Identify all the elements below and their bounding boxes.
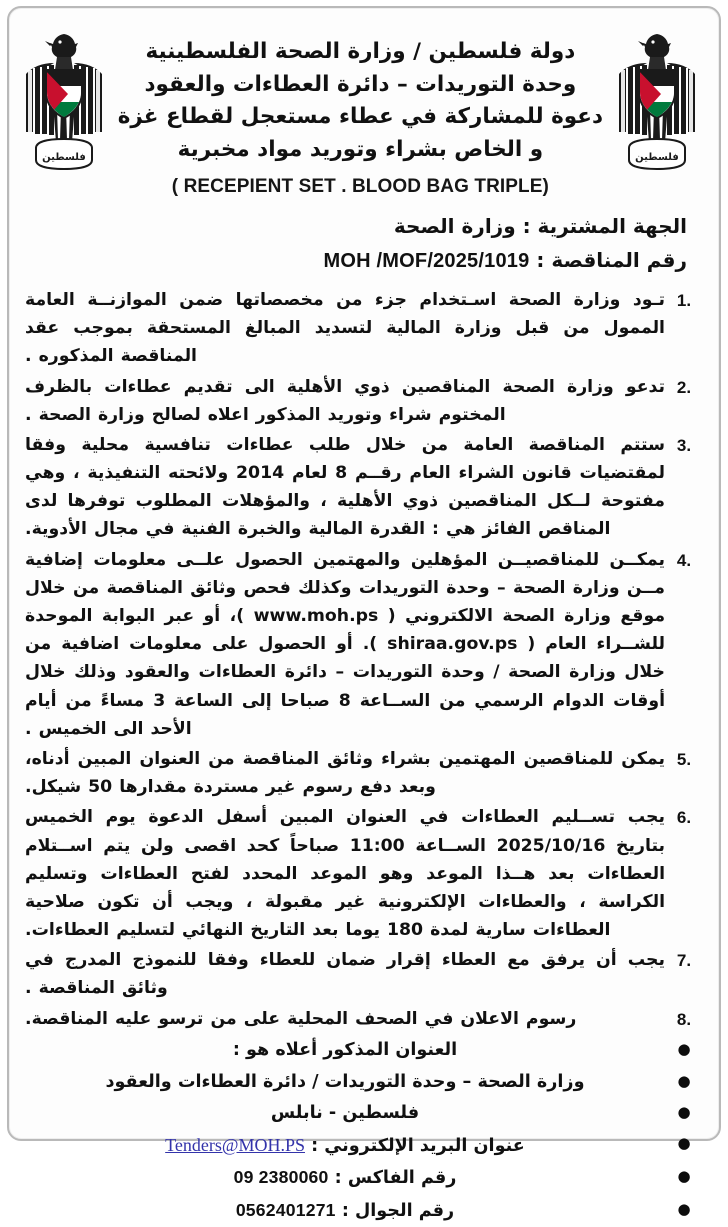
buyer-line: [23, 209, 687, 243]
buyer-value: وزارة الصحة: [393, 213, 516, 238]
clause-text: يمكن للمناقصين المهتمين بشراء وثائق المناقصة من العنوان المبين أدناه، وبعد دفع رسوم غير مستردة مقدارها 50 شيكل.: [25, 748, 665, 798]
contact-list-item: [25, 1098, 703, 1129]
contact-bullet-list: [23, 1035, 705, 1227]
contact-list-item: [25, 1129, 703, 1162]
tender-number-label: رقم المناقصة :: [536, 247, 687, 272]
clause-text: تدعو وزارة الصحة المناقصين ذوي الأهلية الى تقديم عطاءات بالظرف المختوم شراء وتوريد المذكور اعلاه لصالح وزارة الصحة .: [25, 376, 665, 425]
bullet-icon: ●: [677, 1167, 691, 1186]
contact-list-item: [25, 1195, 703, 1227]
clause-item: [25, 803, 703, 944]
bullet-icon: ●: [677, 1040, 691, 1059]
document-card: [7, 6, 721, 1221]
clause-text: يمكــن للمناقصيــن المؤهلين والمهتمين الحصول علــى معلومات إضافية مــن وزارة الصحة – وحدة التوريدات وكذلك فحص وثائق المناقصة من خلال موقع وزارة الصحة الالكتروني ( www.moh.ps )، أو عبر البوابة الموحدة للشــراء العام ( shiraa.gov.ps ). أو الحصول على معلومات اضافية من خلال وزارة الصحة / وحدة التوريدات – دائرة العطاءات والعقود وذلك خلال أوقات الدوام الرسمي من الســاعة 8 صباحا إلى الساعة 3 مساءً من أيام الأحد الى الخميس .: [25, 549, 666, 739]
document-header: [23, 18, 705, 203]
clause-item: [25, 373, 703, 429]
clause-number: 2.: [676, 377, 692, 397]
mobile-row: [25, 1195, 665, 1227]
address-department: وزارة الصحة – وحدة التوريدات / دائرة العطاءات والعقود: [105, 1071, 585, 1092]
header-title-line-2: وحدة التوريدات – دائرة العطاءات والعقود: [144, 71, 577, 97]
header-title-block: [118, 22, 603, 203]
clause-item: [25, 745, 703, 801]
email-link[interactable]: Tenders@MOH.PS: [165, 1135, 305, 1156]
clause-item: [25, 946, 703, 1002]
mobile-number: 0562401271: [235, 1199, 336, 1220]
clause-number: 3.: [676, 435, 692, 455]
header-title-line-1: دولة فلسطين / وزارة الصحة الفلسطينية: [145, 39, 576, 64]
email-label: عنوان البريد الإلكتروني :: [311, 1136, 525, 1157]
buyer-label: الجهة المشترية :: [522, 213, 687, 238]
clause-item: [25, 286, 703, 371]
contact-list-item: [25, 1067, 703, 1098]
clause-item: [25, 431, 703, 544]
clause-item: [25, 546, 703, 743]
clause-list: [23, 286, 705, 1033]
bullet-icon: ●: [677, 1134, 691, 1153]
svg-text:فلسطين: فلسطين: [635, 152, 679, 163]
palestine-coat-of-arms-icon-left: [16, 30, 112, 178]
clause-number: 4.: [676, 550, 692, 570]
address-heading: العنوان المذكور أعلاه هو :: [232, 1040, 458, 1061]
fax-label: رقم الفاكس :: [334, 1168, 457, 1189]
address-city: فلسطين - نابلس: [270, 1102, 420, 1123]
clause-number: 1.: [676, 290, 692, 310]
bullet-icon: ●: [677, 1199, 691, 1218]
bullet-icon: ●: [677, 1071, 691, 1090]
clause-text: تـود وزارة الصحة اسـتخدام جزء من مخصصاتها ضمن الموازنــة العامة الممول من قبل وزارة المالية لتسديد المبالغ المستحقة بموجب عقد المناقصة المذكوره .: [25, 289, 665, 367]
subheader-block: [23, 203, 705, 280]
clause-text: ستتم المناقصة العامة من خلال طلب عطاءات تنافسية محلية وفقا لمقتضيات قانون الشراء العام رقــم 8 لعام 2014 ولائحته التنفيذية ، وهي مفتوحة لــكل المناقصين ذوي الأهلية ، والمؤهلات المطلوب توفرها لدى المناقص الفائز هي : القدرة المالية والخبرة الفنية في مجال الأدوية.: [25, 434, 666, 540]
clause-number: 7.: [676, 951, 692, 971]
header-title-line-4: و الخاص بشراء وتوريد مواد مخبرية: [177, 137, 544, 163]
svg-text:فلسطين: فلسطين: [41, 152, 86, 163]
clause-number: 8.: [676, 1009, 692, 1029]
fax-number: 09 2380060: [233, 1167, 329, 1188]
palestine-coat-of-arms-icon-right: [609, 30, 705, 178]
tender-number-line: [23, 243, 687, 278]
bullet-icon: ●: [677, 1102, 691, 1121]
tender-number-value: MOH /MOF/2025/1019: [323, 249, 530, 272]
clause-text: رسوم الاعلان في الصحف المحلية على من ترسو عليه المناقصة.: [25, 1008, 577, 1029]
clause-item: [25, 1005, 703, 1034]
header-title-english: ( RECEPIENT SET . BLOOD BAG TRIPLE): [171, 175, 549, 197]
mobile-label: رقم الجوال :: [341, 1200, 455, 1221]
fax-row: [25, 1162, 665, 1194]
header-title-line-3: دعوة للمشاركة في عطاء مستعجل لقطاع غزة: [117, 104, 603, 130]
clause-number: 5.: [676, 749, 692, 769]
contact-list-item: [25, 1035, 703, 1066]
clause-text: يجب أن يرفق مع العطاء إقرار ضمان للعطاء وفقا للنموذج المدرج في وثائق المناقصة .: [25, 950, 665, 999]
clause-text: يجب تســليم العطاءات في العنوان المبين أسفل الدعوة يوم الخميس بتاريخ 2025/10/16 الســاعة 11:00 صباحاً كحد اقصى ولن يتم اســتلام العطاءات بعد هــذا الموعد وهو الموعد المحدد لفتح العطاءات وتسليم الكراسة ، والعطاءات الإلكترونية غير مقبولة ، ويجب أن تكون صلاحية العطاءات سارية لمدة 180 يوما بعد التاريخ النهائي لتسليم العطاءات.: [25, 807, 665, 941]
clause-number: 6.: [676, 808, 692, 828]
contact-list-item: [25, 1162, 703, 1194]
email-row: [25, 1129, 665, 1162]
